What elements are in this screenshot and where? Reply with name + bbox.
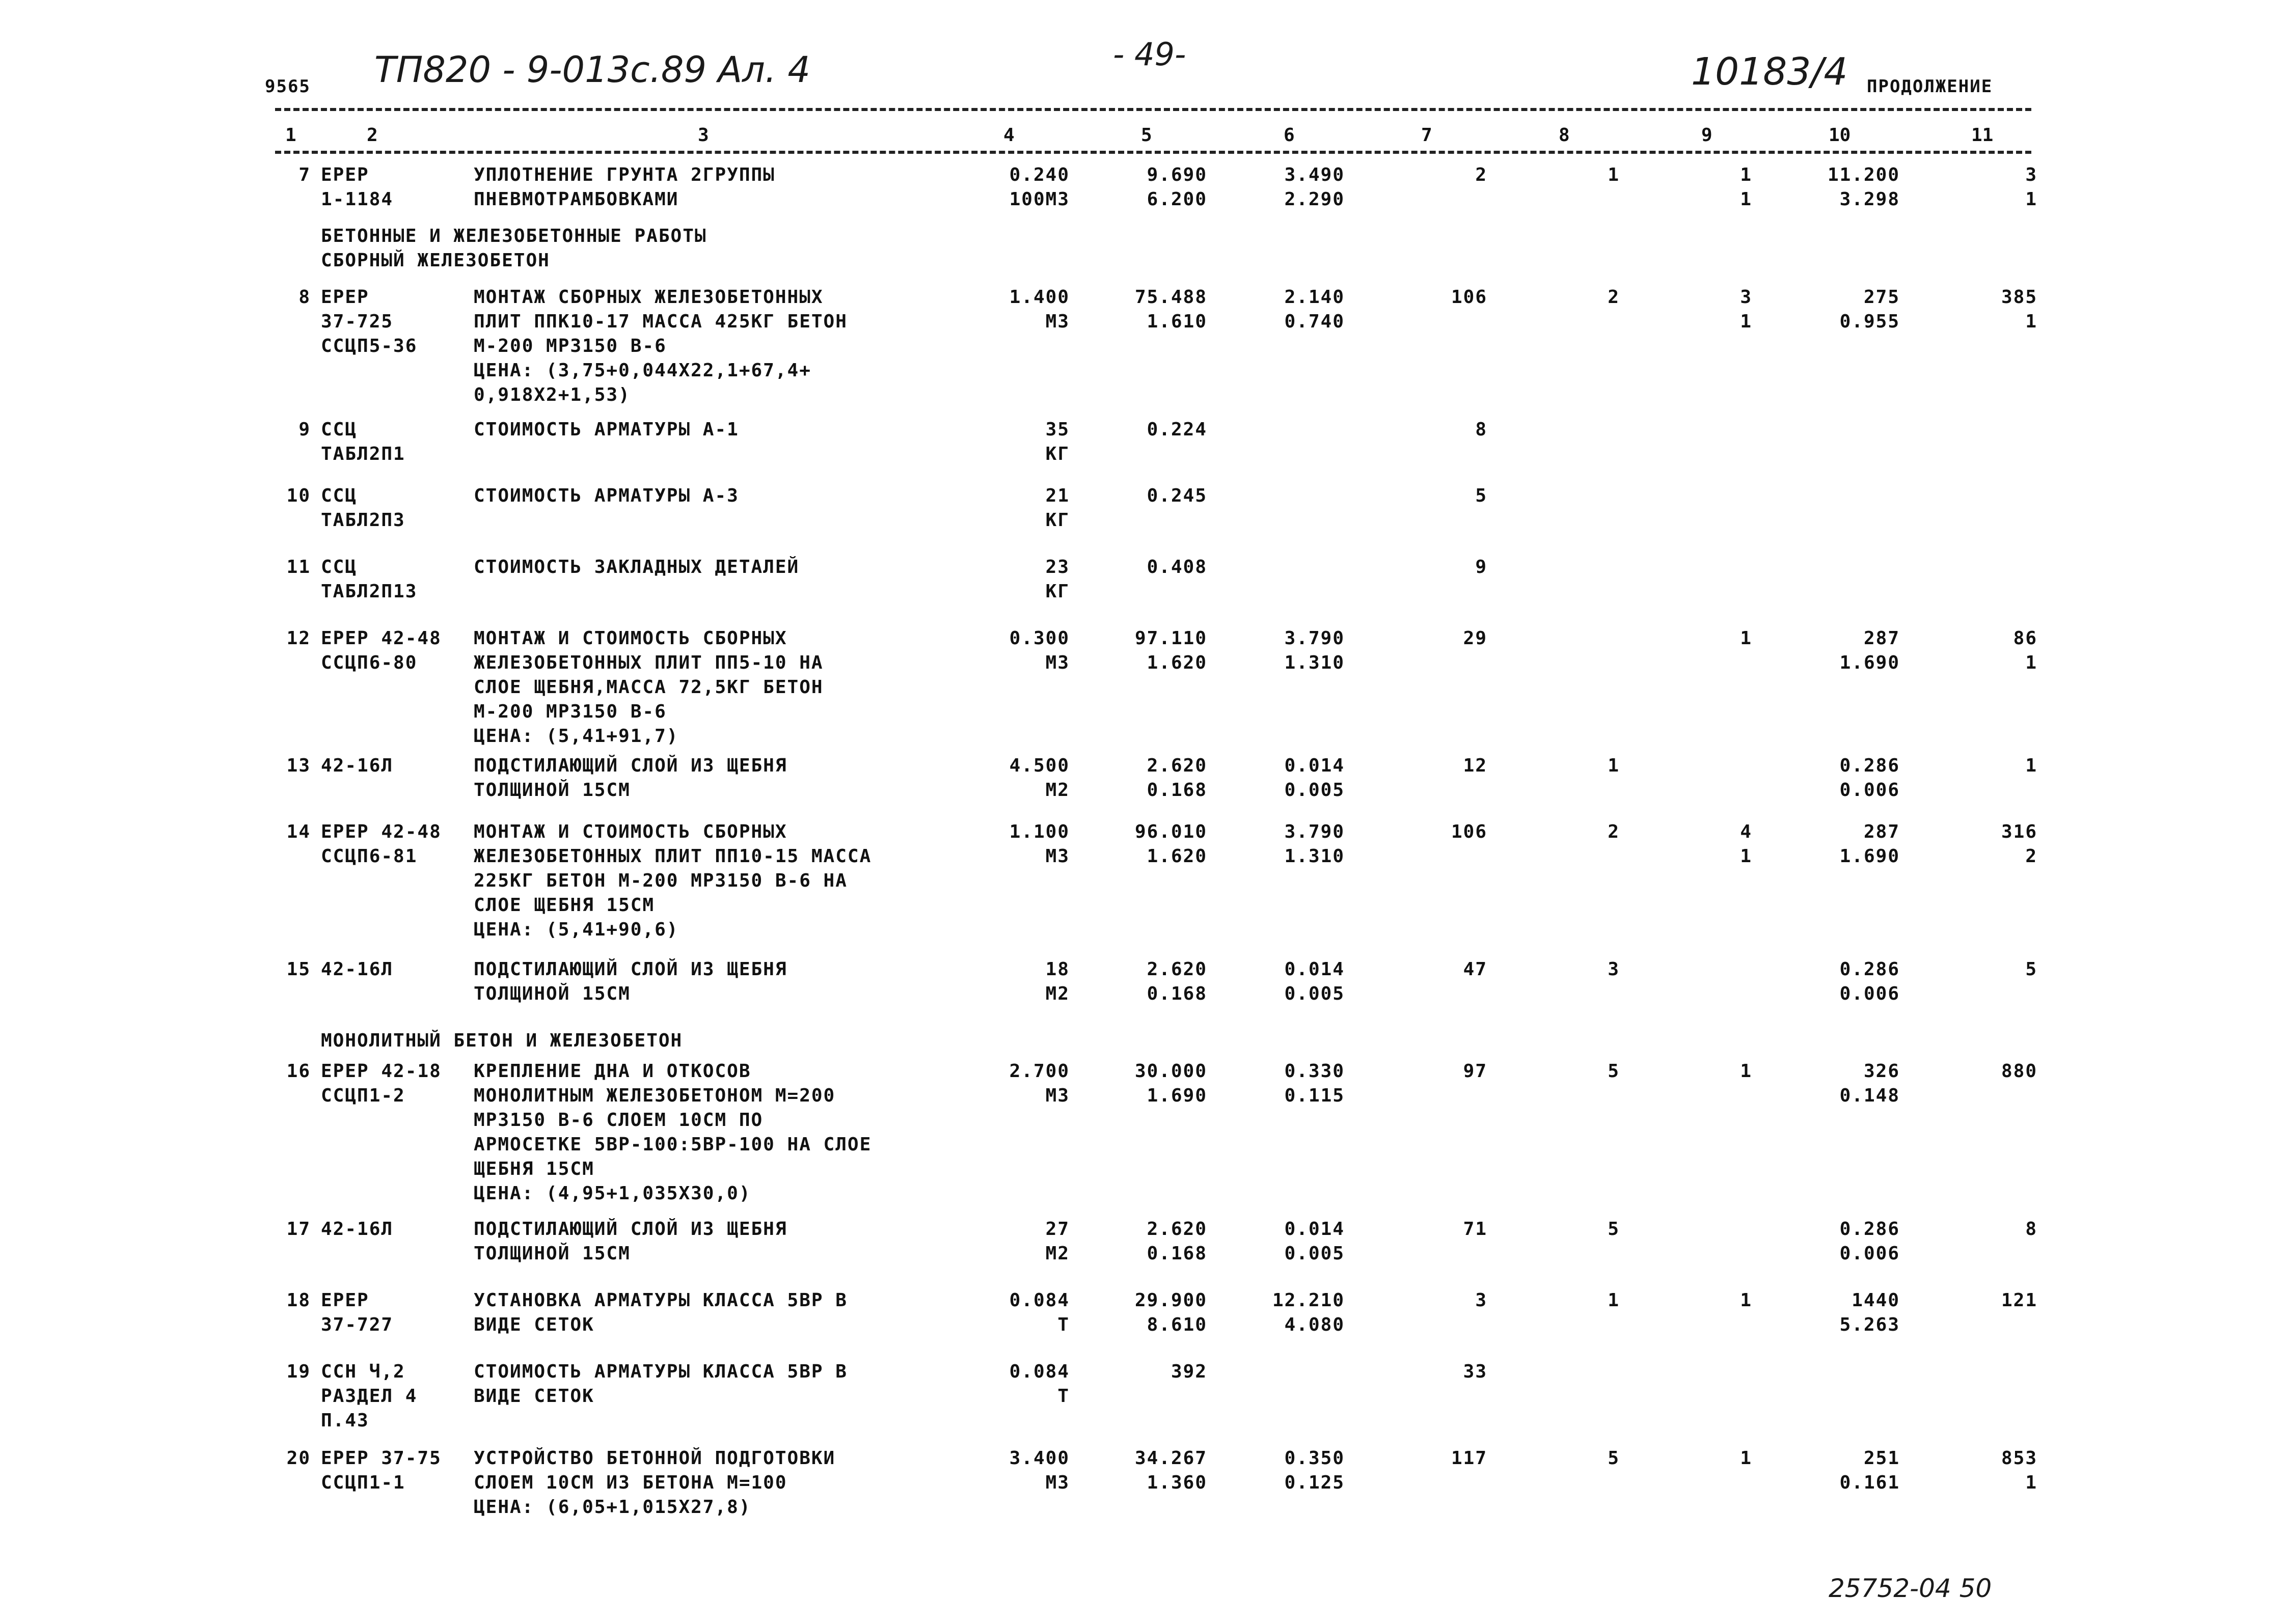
cell-col4: 23 КГ: [1045, 557, 1070, 602]
cell-col6: 3.790 1.310: [1284, 628, 1345, 673]
cell-col9: 1 1: [1740, 164, 1752, 210]
cell-col4: 3.400 М3: [1009, 1448, 1070, 1493]
cell-col11: 880: [2001, 1061, 2037, 1082]
cell-rate-code: 42-16Л: [321, 755, 394, 776]
cell-col6: 12.210 4.080: [1272, 1290, 1345, 1335]
cell-col8: 1: [1608, 1290, 1620, 1311]
cell-col7: 71: [1463, 1219, 1487, 1240]
cell-col10: 11.200 3.298: [1827, 164, 1900, 210]
section-title: БЕТОННЫЕ И ЖЕЛЕЗОБЕТОННЫЕ РАБОТЫ СБОРНЫЙ ЖЕЛЕЗОБЕТОН: [321, 226, 707, 271]
cell-col5: 2.620 0.168: [1147, 755, 1207, 801]
cell-row-number: 9: [298, 419, 311, 440]
cell-col5: 34.267 1.360: [1134, 1448, 1207, 1493]
cell-col7: 117: [1451, 1448, 1487, 1469]
cell-row-number: 14: [286, 821, 311, 842]
cell-row-number: 7: [298, 164, 311, 185]
cell-col5: 30.000 1.690: [1134, 1061, 1207, 1106]
cell-col4: 21 КГ: [1045, 485, 1070, 531]
cell-col10: 326 0.148: [1839, 1061, 1900, 1106]
cell-col5: 2.620 0.168: [1147, 959, 1207, 1004]
cell-col7: 29: [1463, 628, 1487, 649]
code-left: 9565: [265, 76, 311, 97]
cell-rate-code: ЕРЕР 37-725 ССЦП5-36: [321, 287, 418, 356]
cell-col6: 3.790 1.310: [1284, 821, 1345, 867]
cell-rate-code: ЕРЕР 37-727: [321, 1290, 394, 1335]
cell-description: УСТРОЙСТВО БЕТОННОЙ ПОДГОТОВКИ СЛОЕМ 10СМ ИЗ БЕТОНА М=100 ЦЕНА: (6,05+1,015Х27,8): [474, 1448, 836, 1518]
cell-col7: 47: [1463, 959, 1487, 980]
cell-col11: 121: [2001, 1290, 2037, 1311]
cell-col4: 4.500 М2: [1009, 755, 1070, 801]
cell-row-number: 11: [286, 557, 311, 577]
cell-col9: 1: [1740, 1290, 1752, 1311]
cell-col11: 316 2: [2001, 821, 2037, 867]
cell-col11: 853 1: [2001, 1448, 2037, 1493]
cell-col5: 0.408: [1147, 557, 1207, 577]
cell-col4: 0.300 М3: [1009, 628, 1070, 673]
cell-description: МОНТАЖ СБОРНЫХ ЖЕЛЕЗОБЕТОННЫХ ПЛИТ ППК10-17 МАССА 425КГ БЕТОН М-200 МРЗ150 В-6 ЦЕНА: (3,75+0,044Х22,1+67,4+ 0,918Х2+1,53): [474, 287, 848, 405]
cell-col5: 97.110 1.620: [1134, 628, 1207, 673]
cell-col5: 0.224: [1147, 419, 1207, 440]
cell-row-number: 8: [298, 287, 311, 308]
cell-col4: 0.084 Т: [1009, 1290, 1070, 1335]
cell-row-number: 20: [286, 1448, 311, 1469]
column-header-5: 5: [1141, 125, 1152, 146]
cell-description: УСТАНОВКА АРМАТУРЫ КЛАССА 5ВР В ВИДЕ СЕТОК: [474, 1290, 848, 1335]
cell-col4: 0.084 Т: [1009, 1361, 1070, 1407]
cell-col5: 75.488 1.610: [1134, 287, 1207, 332]
cell-description: СТОИМОСТЬ АРМАТУРЫ КЛАССА 5ВР В ВИДЕ СЕТОК: [474, 1361, 848, 1407]
continuation-label: ПРОДОЛЖЕНИЕ: [1867, 76, 1993, 97]
cell-col10: 287 1.690: [1839, 628, 1900, 673]
cell-col9: 1: [1740, 1061, 1752, 1082]
cell-col6: 3.490 2.290: [1284, 164, 1345, 210]
cell-col6: 0.330 0.115: [1284, 1061, 1345, 1106]
cell-rate-code: ЕРЕР 42-48 ССЦП6-81: [321, 821, 442, 867]
cell-col11: 385 1: [2001, 287, 2037, 332]
cell-col6: 0.014 0.005: [1284, 755, 1345, 801]
column-header-3: 3: [698, 125, 709, 146]
cell-col6: 0.014 0.005: [1284, 1219, 1345, 1264]
column-header-10: 10: [1829, 125, 1851, 146]
cell-description: ПОДСТИЛАЮЩИЙ СЛОЙ ИЗ ЩЕБНЯ ТОЛЩИНОЙ 15СМ: [474, 1219, 787, 1264]
section-title: МОНОЛИТНЫЙ БЕТОН И ЖЕЛЕЗОБЕТОН: [321, 1030, 683, 1051]
cell-description: ПОДСТИЛАЮЩИЙ СЛОЙ ИЗ ЩЕБНЯ ТОЛЩИНОЙ 15СМ: [474, 959, 787, 1004]
cell-description: УПЛОТНЕНИЕ ГРУНТА 2ГРУППЫ ПНЕВМОТРАМБОВКАМИ: [474, 164, 775, 210]
cell-rate-code: ЕРЕР 1-1184: [321, 164, 394, 210]
stamp-number: 25752-04 50: [1829, 1574, 1992, 1603]
cell-col6: 0.350 0.125: [1284, 1448, 1345, 1493]
cell-col8: 1: [1608, 755, 1620, 776]
cell-row-number: 17: [286, 1219, 311, 1240]
column-header-4: 4: [1003, 125, 1015, 146]
cell-col4: 35 КГ: [1045, 419, 1070, 464]
cell-col4: 2.700 М3: [1009, 1061, 1070, 1106]
cell-rate-code: ССН Ч,2 РАЗДЕЛ 4 П.43: [321, 1361, 418, 1431]
cell-col5: 0.245: [1147, 485, 1207, 506]
cell-rate-code: ЕРЕР 42-48 ССЦП6-80: [321, 628, 442, 673]
cell-col8: 1: [1608, 164, 1620, 185]
document-number: 10183/4: [1691, 50, 1848, 94]
cell-col10: 287 1.690: [1839, 821, 1900, 867]
cell-col10: 1440 5.263: [1839, 1290, 1900, 1335]
cell-col7: 97: [1463, 1061, 1487, 1082]
cell-col7: 106: [1451, 287, 1487, 308]
cell-col7: 3: [1475, 1290, 1487, 1311]
cell-col10: 0.286 0.006: [1839, 1219, 1900, 1264]
page-number: - 49-: [1113, 36, 1186, 73]
header-rule-bottom: [275, 151, 2031, 154]
cell-col7: 2: [1475, 164, 1487, 185]
cell-col8: 2: [1608, 287, 1620, 308]
column-header-2: 2: [367, 125, 378, 146]
cell-rate-code: 42-16Л: [321, 1219, 394, 1240]
cell-col5: 29.900 8.610: [1134, 1290, 1207, 1335]
cell-col4: 1.400 М3: [1009, 287, 1070, 332]
cell-col5: 2.620 0.168: [1147, 1219, 1207, 1264]
cell-col5: 392: [1171, 1361, 1207, 1382]
cell-rate-code: ССЦ ТАБЛ2П3: [321, 485, 405, 531]
cell-col7: 106: [1451, 821, 1487, 842]
cell-rate-code: ЕРЕР 42-18 ССЦП1-2: [321, 1061, 442, 1106]
cell-col8: 5: [1608, 1219, 1620, 1240]
cell-col10: 251 0.161: [1839, 1448, 1900, 1493]
cell-col4: 27 М2: [1045, 1219, 1070, 1264]
cell-col8: 5: [1608, 1448, 1620, 1469]
column-header-7: 7: [1421, 125, 1432, 146]
cell-row-number: 13: [286, 755, 311, 776]
cell-col6: 2.140 0.740: [1284, 287, 1345, 332]
cell-col11: 1: [2025, 755, 2037, 776]
column-header-9: 9: [1701, 125, 1712, 146]
cell-row-number: 10: [286, 485, 311, 506]
cell-row-number: 18: [286, 1290, 311, 1311]
cell-col8: 2: [1608, 821, 1620, 842]
document-reference: ТП820 - 9-013с.89 Ал. 4: [374, 49, 810, 91]
cell-col4: 1.100 М3: [1009, 821, 1070, 867]
cell-row-number: 12: [286, 628, 311, 649]
cell-col10: 0.286 0.006: [1839, 959, 1900, 1004]
header-rule-top: [275, 108, 2031, 111]
cell-rate-code: ССЦ ТАБЛ2П13: [321, 557, 418, 602]
cell-description: МОНТАЖ И СТОИМОСТЬ СБОРНЫХ ЖЕЛЕЗОБЕТОННЫХ ПЛИТ ПП5-10 НА СЛОЕ ЩЕБНЯ,МАССА 72,5КГ БЕТОН М-200 МРЗ150 В-6 ЦЕНА: (5,41+91,7): [474, 628, 824, 747]
cell-col4: 0.240 100М3: [1009, 164, 1070, 210]
cell-col9: 1: [1740, 628, 1752, 649]
cell-rate-code: 42-16Л: [321, 959, 394, 980]
cell-row-number: 16: [286, 1061, 311, 1082]
cell-col7: 12: [1463, 755, 1487, 776]
cell-col11: 8: [2025, 1219, 2037, 1240]
cell-col8: 5: [1608, 1061, 1620, 1082]
cell-description: СТОИМОСТЬ ЗАКЛАДНЫХ ДЕТАЛЕЙ: [474, 557, 800, 577]
cell-col11: 3 1: [2025, 164, 2037, 210]
cell-description: СТОИМОСТЬ АРМАТУРЫ А-1: [474, 419, 739, 440]
cell-description: ПОДСТИЛАЮЩИЙ СЛОЙ ИЗ ЩЕБНЯ ТОЛЩИНОЙ 15СМ: [474, 755, 787, 801]
cell-col8: 3: [1608, 959, 1620, 980]
cell-col7: 5: [1475, 485, 1487, 506]
cell-description: МОНТАЖ И СТОИМОСТЬ СБОРНЫХ ЖЕЛЕЗОБЕТОННЫХ ПЛИТ ПП10-15 МАССА 225КГ БЕТОН М-200 МРЗ150 В-6 НА СЛОЕ ЩЕБНЯ 15СМ ЦЕНА: (5,41+90,6): [474, 821, 872, 940]
cell-col7: 8: [1475, 419, 1487, 440]
cell-col10: 0.286 0.006: [1839, 755, 1900, 801]
cell-col11: 86 1: [2013, 628, 2037, 673]
cell-row-number: 15: [286, 959, 311, 980]
cell-col9: 4 1: [1740, 821, 1752, 867]
cell-col11: 5: [2025, 959, 2037, 980]
column-header-8: 8: [1559, 125, 1570, 146]
cell-description: КРЕПЛЕНИЕ ДНА И ОТКОСОВ МОНОЛИТНЫМ ЖЕЛЕЗОБЕТОНОМ М=200 МРЗ150 В-6 СЛОЕМ 10СМ ПО АРМОСЕТКЕ 5ВР-100:5ВР-100 НА СЛОЕ ЩЕБНЯ 15СМ ЦЕНА: (4,95+1,035Х30,0): [474, 1061, 872, 1204]
cell-col10: 275 0.955: [1839, 287, 1900, 332]
cell-description: СТОИМОСТЬ АРМАТУРЫ А-3: [474, 485, 739, 506]
cell-col4: 18 М2: [1045, 959, 1070, 1004]
cell-rate-code: ЕРЕР 37-75 ССЦП1-1: [321, 1448, 442, 1493]
cell-col5: 96.010 1.620: [1134, 821, 1207, 867]
column-header-11: 11: [1971, 125, 1994, 146]
cell-col7: 33: [1463, 1361, 1487, 1382]
cell-row-number: 19: [286, 1361, 311, 1382]
cell-col5: 9.690 6.200: [1147, 164, 1207, 210]
column-header-6: 6: [1284, 125, 1295, 146]
cell-col6: 0.014 0.005: [1284, 959, 1345, 1004]
cell-rate-code: ССЦ ТАБЛ2П1: [321, 419, 405, 464]
cell-col9: 1: [1740, 1448, 1752, 1469]
cell-col9: 3 1: [1740, 287, 1752, 332]
cell-col7: 9: [1475, 557, 1487, 577]
column-header-1: 1: [285, 125, 296, 146]
